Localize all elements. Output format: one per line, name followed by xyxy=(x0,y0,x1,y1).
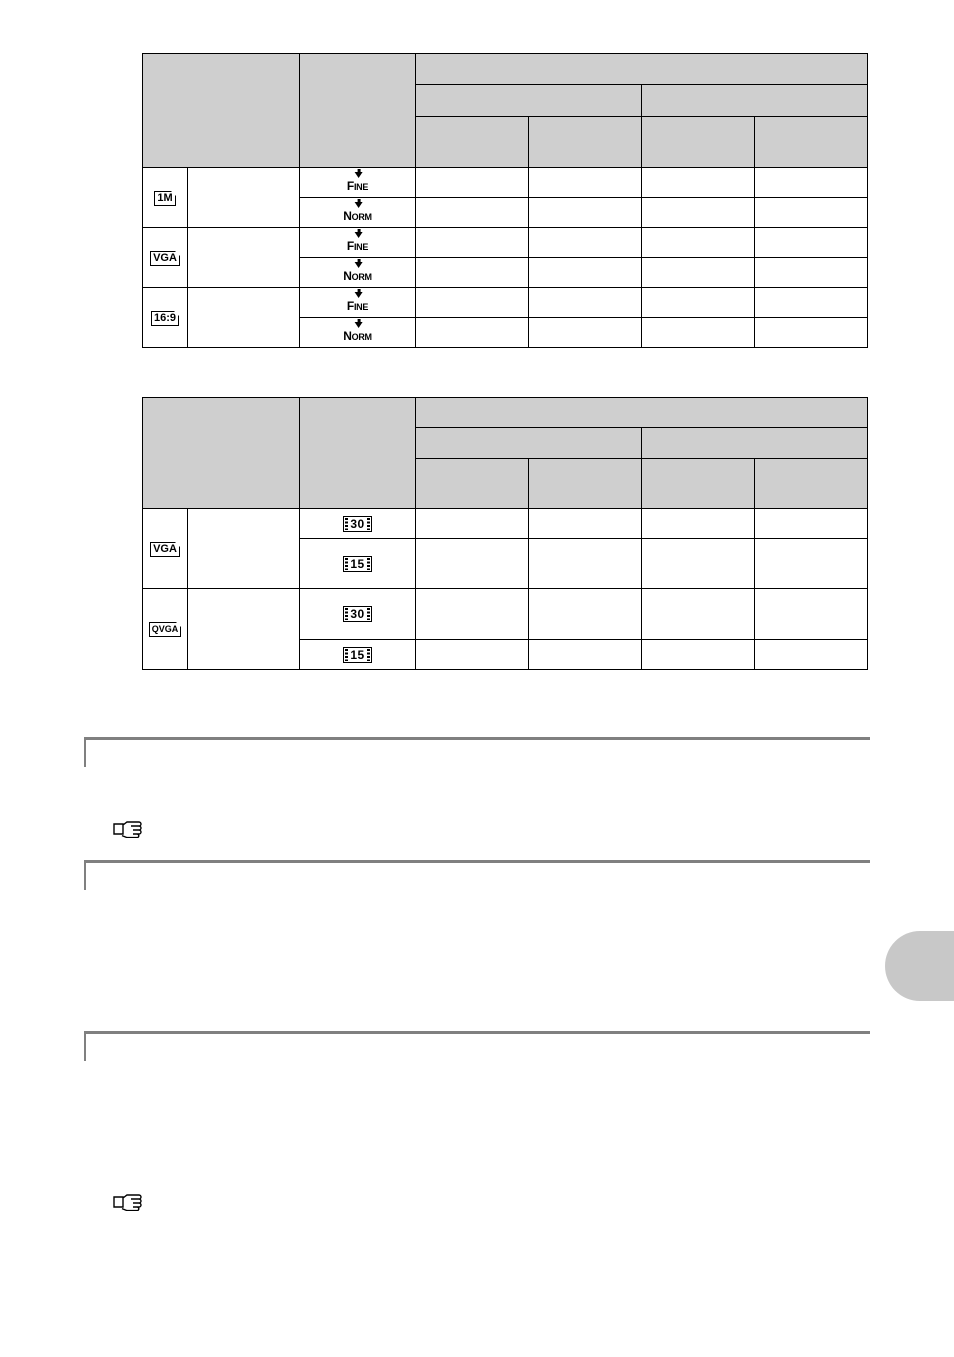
header-card xyxy=(642,85,868,117)
header-sub xyxy=(529,117,642,168)
section-heading-rule xyxy=(84,1031,870,1061)
frame-rate-cell xyxy=(300,640,416,670)
pointing-hand-icon xyxy=(112,820,146,838)
value-cell xyxy=(416,198,529,228)
value-cell xyxy=(416,318,529,348)
table-row xyxy=(143,589,868,640)
frame-rate-icon: 30 xyxy=(343,606,371,622)
header-recording-time xyxy=(416,398,868,428)
image-size-icon: 1M xyxy=(154,191,175,206)
value-cell xyxy=(416,539,529,589)
compression-cell xyxy=(300,318,416,348)
image-size-icon: VGA xyxy=(150,542,180,557)
frame-rate-cell xyxy=(300,589,416,640)
value-cell xyxy=(416,509,529,539)
header-image-size xyxy=(143,398,300,509)
compression-cell xyxy=(300,168,416,198)
header-sub xyxy=(642,459,755,509)
value-cell xyxy=(642,589,755,640)
size-cell xyxy=(143,168,188,228)
value-cell xyxy=(642,509,755,539)
header-frame-rate xyxy=(300,398,416,509)
normal-compression-icon: NORM xyxy=(343,323,371,343)
table-row xyxy=(143,168,868,198)
value-cell xyxy=(755,288,868,318)
value-cell xyxy=(529,539,642,589)
value-cell xyxy=(755,318,868,348)
header-image-size xyxy=(143,54,300,168)
table-row xyxy=(143,228,868,258)
value-cell xyxy=(755,539,868,589)
header-sub xyxy=(755,459,868,509)
value-cell xyxy=(529,589,642,640)
header-card xyxy=(642,428,868,459)
header-capacity xyxy=(416,54,868,85)
value-cell xyxy=(642,198,755,228)
value-cell xyxy=(529,640,642,670)
still-image-table xyxy=(142,53,868,348)
value-cell xyxy=(642,288,755,318)
value-cell xyxy=(755,640,868,670)
value-cell xyxy=(755,168,868,198)
size-cell xyxy=(143,228,188,288)
section-heading-rule xyxy=(84,737,870,767)
compression-cell xyxy=(300,198,416,228)
pixel-cell xyxy=(188,509,300,589)
header-sub xyxy=(642,117,755,168)
value-cell xyxy=(416,228,529,258)
header-sub xyxy=(416,459,529,509)
header-sub xyxy=(416,117,529,168)
normal-compression-icon: NORM xyxy=(343,263,371,283)
value-cell xyxy=(529,258,642,288)
header-sub xyxy=(529,459,642,509)
fine-compression-icon: FINE xyxy=(347,293,368,313)
header-compression xyxy=(300,54,416,168)
pixel-cell xyxy=(188,288,300,348)
header-sub xyxy=(755,117,868,168)
fine-compression-icon: FINE xyxy=(347,233,368,253)
size-cell xyxy=(143,288,188,348)
frame-rate-cell xyxy=(300,539,416,589)
fine-compression-icon: FINE xyxy=(347,173,368,193)
value-cell xyxy=(416,640,529,670)
size-cell xyxy=(143,509,188,589)
value-cell xyxy=(642,228,755,258)
frame-rate-icon: 15 xyxy=(343,556,371,572)
value-cell xyxy=(529,509,642,539)
image-size-icon: VGA xyxy=(150,251,180,266)
value-cell xyxy=(642,258,755,288)
value-cell xyxy=(529,168,642,198)
value-cell xyxy=(755,258,868,288)
normal-compression-icon: NORM xyxy=(343,203,371,223)
frame-rate-cell xyxy=(300,509,416,539)
pixel-cell xyxy=(188,168,300,228)
value-cell xyxy=(642,168,755,198)
value-cell xyxy=(416,258,529,288)
chapter-tab-marker xyxy=(885,931,954,1001)
value-cell xyxy=(416,589,529,640)
value-cell xyxy=(529,228,642,258)
pixel-cell xyxy=(188,228,300,288)
compression-cell xyxy=(300,228,416,258)
value-cell xyxy=(755,228,868,258)
table-row xyxy=(143,288,868,318)
pixel-cell xyxy=(188,589,300,670)
value-cell xyxy=(642,640,755,670)
value-cell xyxy=(529,198,642,228)
compression-cell xyxy=(300,258,416,288)
value-cell xyxy=(529,318,642,348)
image-size-icon: 16:9 xyxy=(151,311,179,326)
value-cell xyxy=(755,509,868,539)
value-cell xyxy=(642,539,755,589)
compression-cell xyxy=(300,288,416,318)
value-cell xyxy=(755,589,868,640)
value-cell xyxy=(755,198,868,228)
value-cell xyxy=(642,318,755,348)
section-heading-rule xyxy=(84,860,870,890)
movie-table xyxy=(142,397,868,670)
pointing-hand-icon xyxy=(112,1193,146,1211)
table-row xyxy=(143,509,868,539)
frame-rate-icon: 30 xyxy=(343,516,371,532)
header-internal-memory xyxy=(416,428,642,459)
size-cell xyxy=(143,589,188,670)
value-cell xyxy=(416,288,529,318)
value-cell xyxy=(529,288,642,318)
image-size-icon: QVGA xyxy=(149,622,182,637)
frame-rate-icon: 15 xyxy=(343,647,371,663)
value-cell xyxy=(416,168,529,198)
header-internal-memory xyxy=(416,85,642,117)
